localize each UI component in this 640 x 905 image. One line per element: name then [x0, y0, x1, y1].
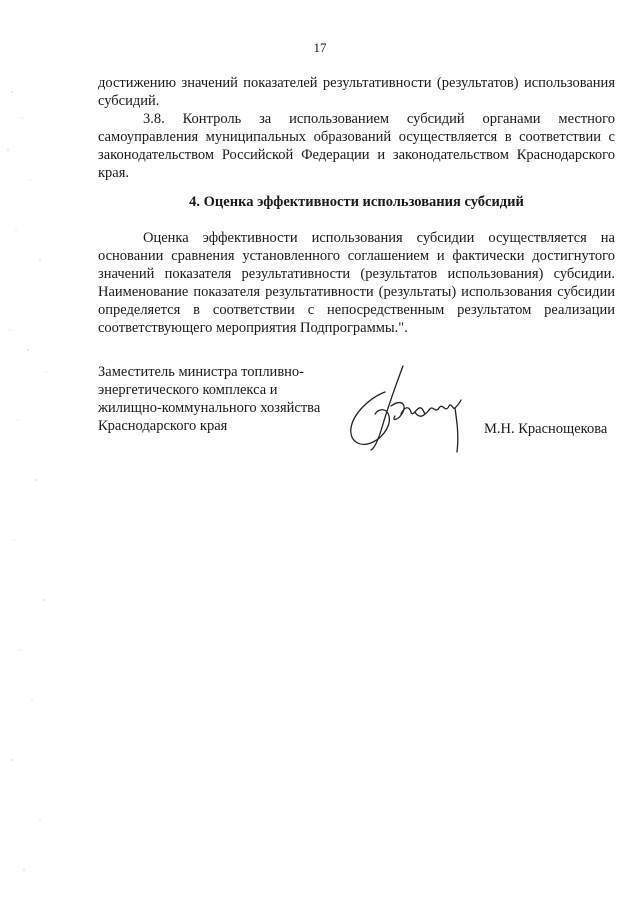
signatory-position-line: Краснодарского края	[98, 418, 228, 434]
paragraph-clause-3-8-text: 3.8. Контроль за использованием субсидий органами местного самоуправления муниципальных образований осуществляется в соответствии с законодательством Российской Федерации и законодательством Краснодарского края.	[98, 111, 615, 181]
signatory-position-line: Заместитель министра топливно-	[98, 364, 305, 380]
paragraph-continuation	[98, 74, 615, 110]
paragraph-continuation-text: достижению значений показателей результативности (результатов) использования субсидий.	[98, 75, 615, 109]
handwritten-signature	[345, 362, 475, 458]
signatory-name: М.Н. Краснощекова	[484, 421, 608, 437]
paragraph-clause-3-8	[98, 110, 615, 182]
signatory-position	[98, 363, 338, 435]
section-4-paragraph-text: Оценка эффективности использования субсидии осуществляется на основании сравнения установленного соглашением и фактически достигнутого значений показателя результативности (результатов использования) субсидии. Наименование показателя результативности (результаты) использования субсидии определяется в соответствии с непосредственным результатом реализации соответствующего мероприятия Подпрограммы.".	[98, 230, 615, 336]
section-4-paragraph	[98, 229, 615, 337]
signatory-position-line: жилищно-коммунального хозяйства	[98, 400, 321, 416]
signatory-position-line: энергетического комплекса и	[98, 382, 278, 398]
page-number: 17	[313, 40, 327, 55]
section-4-heading: 4. Оценка эффективности использования субсидий	[189, 194, 524, 210]
